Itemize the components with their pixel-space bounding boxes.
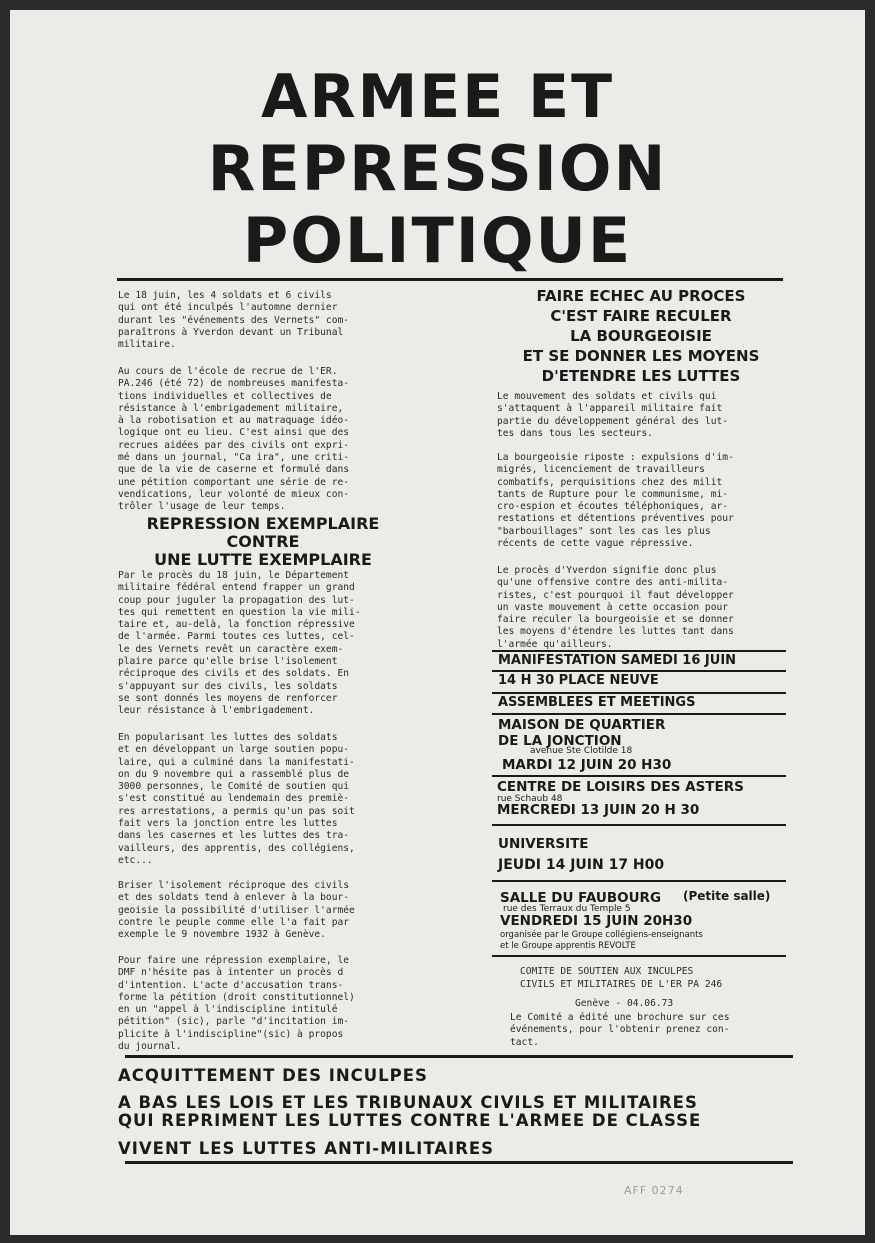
slogans-rule-top	[125, 1055, 793, 1058]
right-heading-line-3: LA BOURGEOISIE	[570, 327, 712, 345]
events-rule-3	[492, 692, 786, 694]
events-rule-5	[492, 775, 786, 777]
right-heading-line-2: C'EST FAIRE RECULER	[550, 307, 732, 325]
salle-address: rue des Terraux du Temple 5	[503, 904, 631, 914]
right-heading-line-1: FAIRE ECHEC AU PROCES	[536, 287, 746, 305]
events-rule-6	[492, 824, 786, 826]
maison-date: MARDI 12 JUIN 20 H30	[502, 757, 672, 773]
events-rule-8	[492, 955, 786, 957]
salle-line-1: SALLE DU FAUBOURG	[500, 890, 662, 906]
intro-paragraph: Le 18 juin, les 4 soldats et 6 civils qui ont été inculpés l'automne dernier durant les "événements des Vernets" com- paraîtrons à Yverdon devant un Tribunal militaire.	[118, 290, 350, 351]
manifestation-line-1: MANIFESTATION SAMEDI 16 JUIN	[498, 653, 737, 668]
left-paragraph-3: Par le procès du 18 juin, le Département militaire fédéral entend frapper un grand coup pour juguler la propagation des lut- tes qui remettent en question la vie mili- taire et, au-delà, la fonction répressive de l'armée. Parmi toutes ces luttes, cel- le des Vernets revêt un caractère exem- plaire parce qu'elle brise l'isolement réciproque des civils et des soldats. En s'appuyant sur des civils, les soldats se sont donnés les moyens de renforcer leur résistance à l'embrigadement.	[118, 570, 361, 717]
title-line-3: POLITIQUE	[242, 204, 633, 277]
left-heading-line-2: CONTRE	[226, 532, 300, 551]
salle-date: VENDREDI 15 JUIN 20H30	[500, 913, 693, 929]
asters-date: MERCREDI 13 JUIN 20 H 30	[497, 802, 700, 818]
events-rule-7	[492, 880, 786, 882]
events-rule-1	[492, 650, 786, 652]
maison-address: avenue Ste Clotilde 18	[530, 746, 633, 756]
salle-organizer-1: organisée par le Groupe collégiens-enseignants	[500, 930, 703, 940]
left-paragraph-2: Au cours de l'école de recrue de l'ER. PA.246 (été 72) de nombreuses manifesta- tions individuelles et collectives de résistance à l'embrigadement militaire, à la robotisation et au matraquage idéo- logique ont eu lieu. C'est ainsi que des recrues aidées par des civils ont expri- mé dans un journal, "Ca ira", une criti- que de la vie de caserne et formulé dans une pétition comportant une série de re- vendications, leur volonté de mieux con- trôler l'usage de leur temps.	[118, 366, 350, 513]
committee-note: Le Comité a édité une brochure sur ces événements, pour l'obtenir prenez con- tact.	[510, 1012, 730, 1048]
left-paragraph-4: En popularisant les luttes des soldats et en développant un large soutien popu- laire, qui a culminé dans la manifestati- on du 9 novembre qui a rassemblé plus de 3000 personnes, le Comité de soutien qui s'est constitué au lendemain des premiè- res arrestations, a permis qu'un pas soit fait vers la jonction entre les luttes dans les casernes et les luttes des tra- vailleurs, des apprentis, des collégiens, etc...	[118, 732, 355, 866]
slogan-1: ACQUITTEMENT DES INCULPES	[118, 1066, 428, 1085]
left-heading-line-3: UNE LUTTE EXEMPLAIRE	[154, 550, 372, 569]
slogans-rule-bottom	[125, 1161, 793, 1164]
assemblies-heading: ASSEMBLEES ET MEETINGS	[498, 695, 696, 710]
right-heading-line-5: D'ETENDRE LES LUTTES	[541, 367, 741, 385]
archive-reference: AFF 0274	[624, 1184, 684, 1197]
committee-line-1: COMITE DE SOUTIEN AUX INCULPES	[520, 966, 694, 977]
title-line-1: ARMEE ET	[260, 62, 615, 132]
salle-note: (Petite salle)	[683, 889, 771, 903]
universite-date: JEUDI 14 JUIN 17 H00	[498, 857, 665, 873]
committee-line-2: CIVILS ET MILITAIRES DE L'ER PA 246	[520, 979, 723, 990]
slogan-3: QUI REPRIMENT LES LUTTES CONTRE L'ARMEE DE CLASSE	[118, 1111, 702, 1130]
top-rule	[117, 278, 783, 281]
left-heading-line-1: REPRESSION EXEMPLAIRE	[146, 514, 380, 533]
committee-date: Genève - 04.06.73	[575, 998, 674, 1009]
asters-line-1: CENTRE DE LOISIRS DES ASTERS	[497, 779, 744, 795]
events-rule-4	[492, 713, 786, 715]
universite-line-1: UNIVERSITE	[498, 836, 589, 852]
manifestation-line-2: 14 H 30 PLACE NEUVE	[498, 673, 659, 688]
right-heading-line-4: ET SE DONNER LES MOYENS	[522, 347, 760, 365]
right-paragraph-2: La bourgeoisie riposte : expulsions d'im- migrés, licenciement de travailleurs combatifs, perquisitions chez des milit tants de Rupture pour le communisme, mi- cro-espion et écoutes téléphoniques, ar- restations et détentions préventives pour "barbouillages" sont les cas les plus récents de cette vague répressive.	[497, 452, 734, 550]
right-paragraph-1: Le mouvement des soldats et civils qui s'attaquent à l'appareil militaire fait partie du développement général des lut- tes dans tous les secteurs.	[497, 391, 729, 439]
right-heading	[496, 286, 786, 386]
right-paragraph-3: Le procès d'Yverdon signifie donc plus qu'une offensive contre des anti-milita- ristes, c'est pourquoi il faut développer un vaste mouvement à cette occasion pour faire reculer la bourgeoisie et se donner les moyens d'étendre les luttes tant dans l'armée qu'ailleurs.	[497, 565, 734, 650]
asters-address: rue Schaub 48	[497, 794, 563, 804]
salle-organizer-2: et le Groupe apprentis REVOLTE	[500, 941, 636, 951]
slogan-2: A BAS LES LOIS ET LES TRIBUNAUX CIVILS ET MILITAIRES	[118, 1093, 698, 1112]
maison-line-1: MAISON DE QUARTIER	[498, 717, 666, 733]
title-line-2: REPRESSION	[207, 132, 668, 205]
left-paragraph-5: Briser l'isolement réciproque des civils et des soldats tend à enlever à la bour- geoisie la possibilité d'utiliser l'armée contre le peuple comme elle l'a fait par exemple le 9 novembre 1932 à Genève.	[118, 880, 355, 941]
left-paragraph-6: Pour faire une répression exemplaire, le DMF n'hésite pas à intenter un procès d d'intention. L'acte d'accusation trans- forme la pétition (droit constitutionnel) en un "appel à l'indiscipline intitulé pétition" (sic), parle "d'incitation im- plicite à l'indiscipline"(sic) à propos du journal.	[118, 955, 355, 1053]
slogan-4: VIVENT LES LUTTES ANTI-MILITAIRES	[118, 1139, 495, 1158]
left-heading	[118, 515, 408, 569]
maison-line-2: DE LA JONCTION	[498, 733, 622, 749]
events-rule-2	[492, 670, 786, 672]
